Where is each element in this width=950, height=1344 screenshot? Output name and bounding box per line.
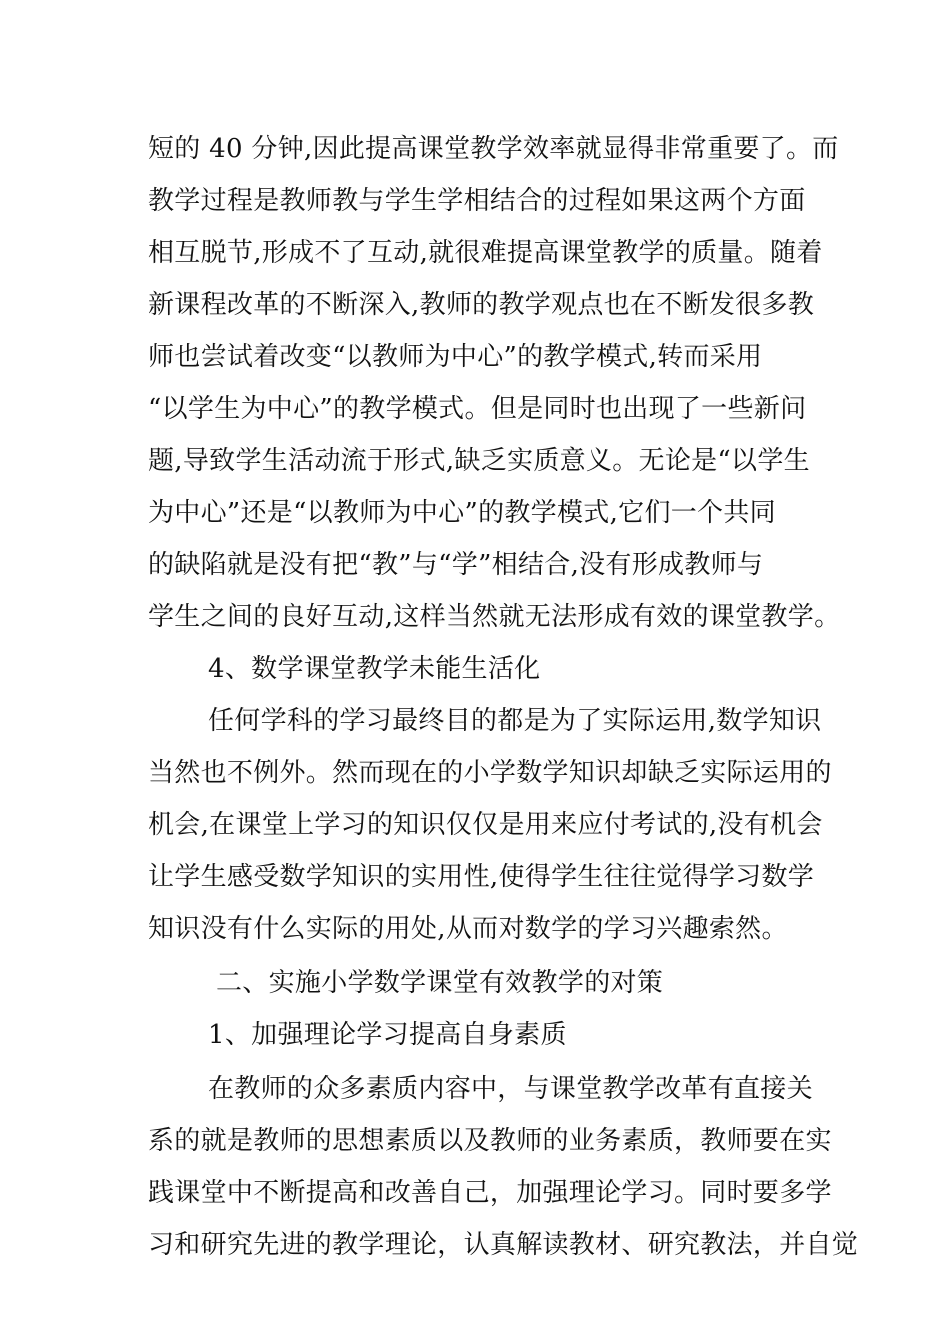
body-text-line: “以学生为中心”的教学模式。但是同时也出现了一些新问 [148, 394, 807, 424]
body-text-line: 系的就是教师的思想素质以及教师的业务素质，教师要在实 [148, 1126, 832, 1156]
body-text-line: 学生之间的良好互动,这样当然就无法形成有效的课堂教学。 [148, 602, 841, 632]
body-text-line: 任何学科的学习最终目的都是为了实际运用,数学知识 [208, 706, 822, 736]
body-text-line: 短的 40 分钟,因此提高课堂教学效率就显得非常重要了。而 [148, 134, 839, 164]
body-text-line: 当然也不例外。然而现在的小学数学知识却缺乏实际运用的 [148, 758, 832, 788]
body-text-line: 让学生感受数学知识的实用性,使得学生往往觉得学习数学 [148, 862, 815, 892]
body-text-line: 在教师的众多素质内容中，与课堂教学改革有直接关 [208, 1074, 813, 1104]
section-heading: 1、加强理论学习提高自身素质 [208, 1020, 567, 1050]
body-text-line: 教学过程是教师教与学生学相结合的过程如果这两个方面 [148, 186, 806, 216]
body-text-line: 习和研究先进的教学理论，认真解读教材、研究教法，并自觉 [148, 1230, 859, 1260]
body-text-line: 题,导致学生活动流于形式,缺乏实质意义。无论是“以学生 [148, 446, 810, 476]
section-heading: 4、数学课堂教学未能生活化 [208, 654, 541, 684]
body-text-line: 新课程改革的不断深入,教师的教学观点也在不断发很多教 [148, 290, 815, 320]
body-text-line: 知识没有什么实际的用处,从而对数学的学习兴趣索然。 [148, 914, 788, 944]
body-text-line: 为中心”还是“以教师为中心”的教学模式,它们一个共同 [148, 498, 776, 528]
body-text-line: 践课堂中不断提高和改善自己，加强理论学习。同时要多学 [148, 1178, 832, 1208]
body-text-line: 相互脱节,形成不了互动,就很难提高课堂教学的质量。随着 [148, 238, 823, 268]
chapter-heading: 二、实施小学数学课堂有效教学的对策 [216, 968, 664, 998]
body-text-line: 的缺陷就是没有把“教”与“学”相结合,没有形成教师与 [148, 550, 764, 580]
body-text-line: 机会,在课堂上学习的知识仅仅是用来应付考试的,没有机会 [148, 810, 823, 840]
body-text-line: 师也尝试着改变“以教师为中心”的教学模式,转而采用 [148, 342, 763, 372]
